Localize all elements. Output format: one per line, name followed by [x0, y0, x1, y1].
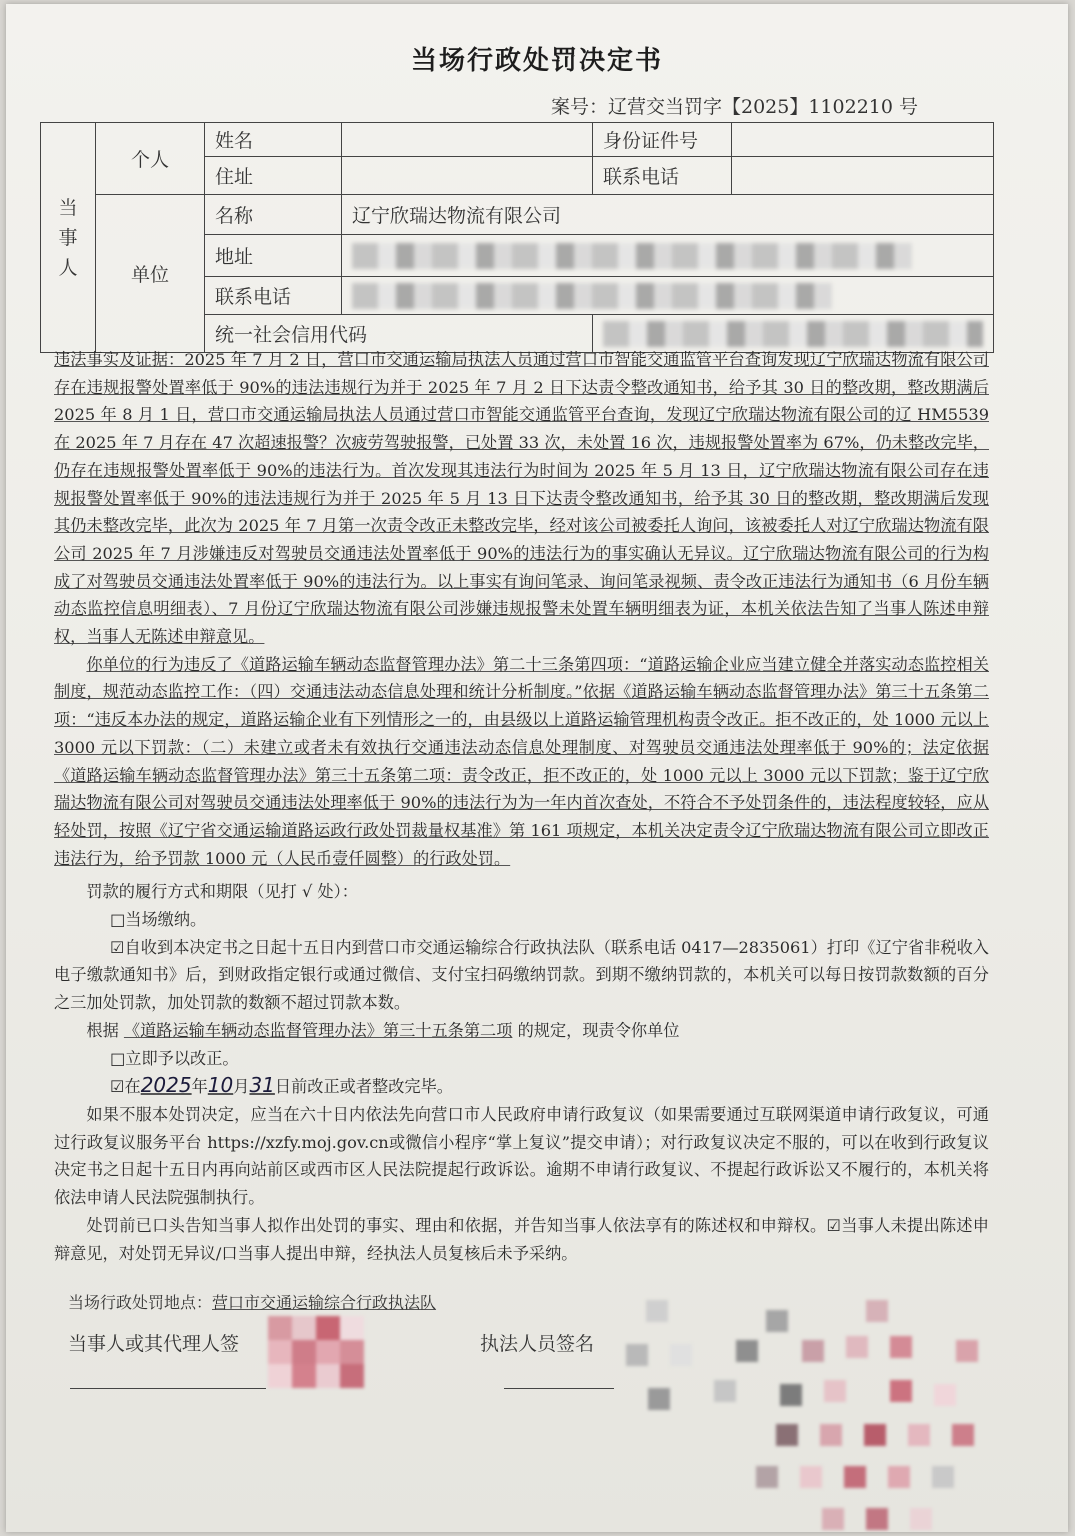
- notice-paragraph: 处罚前已口头告知当事人拟作出处罚的事实、理由和依据，并告知当事人依法享有的陈述权和申辩权。☑当事人未提出陈述申辩意见，对处罚无异议/口当事人提出申辩，经执法人员复核后未予采纳。: [54, 1215, 989, 1263]
- document-title: 当场行政处罚决定书: [410, 46, 663, 76]
- basis-law: 《道路运输车辆动态监督管理办法》第三十五条第二项: [123, 1020, 513, 1040]
- individual-phone-label: 联系电话: [593, 157, 732, 195]
- individual-name-value: [342, 123, 593, 157]
- party-signature-label: 当事人或其代理人签: [68, 1333, 240, 1355]
- order-year: 2025: [140, 1073, 192, 1098]
- basis-line: [54, 1017, 989, 1045]
- individual-address-value: [342, 157, 593, 195]
- redacted-party-stamp: [268, 1316, 368, 1406]
- redacted-officer-stamp: [626, 1300, 996, 1532]
- facts-paragraph: 违法事实及证据：2025 年 7 月 2 日，营口市交通运输局执法人员通过营口市智能交通监管平台查询发现辽宁欣瑞达物流有限公司存在违规报警处置率低于 90%的违法违规行为并于 2025 年 7 月 2 日下达责令整改通知书，给予其 30 日的整改期，整改期满后 2025 年 8 月 1 日，营口市交通运输局执法人员通过营口市智能交通监管平台查询，发现辽宁欣瑞达物流有限公司的辽 HM5539 在 2025 年 7 月存在 47 次超速报警？次疲劳驾驶报警，已处置 33 次，未处置 16 次，违规报警处置率为 67%，仍未整改完毕，仍存在违规报警处置率低于 90%的违法行为。首次发现其违法行为时间为 2025 年 5 月 13 日，辽宁欣瑞达物流有限公司存在违规报警处置率低于 90%的违法违规行为并于 2025 年 5 月 13 日下达责令整改通知书，给予其 30 日的整改期，整改期满后发现其仍未整改完毕，此次为 2025 年 7 月第一次责令改正未整改完毕，经对该公司被委托人询问，该被委托人对辽宁欣瑞达物流有限公司 2025 年 7 月涉嫌违反对驾驶员交通违法处置率低于 90%的违法行为的事实确认无异议。辽宁欣瑞达物流有限公司的行为构成了对驾驶员交通违法处置率低于 90%的违法行为。以上事实有询问笔录、询问笔录视频、责令改正违法行为通知书（6 月份车辆动态监控信息明细表）、7 月份辽宁欣瑞达物流有限公司涉嫌违规报警未处置车辆明细表为证，本机关依法告知了当事人陈述申辩权，当事人无陈述申辩意见。: [54, 350, 989, 647]
- company-name-value: 辽宁欣瑞达物流有限公司: [342, 195, 994, 235]
- payment-option-bank: ☑自收到本决定书之日起十五日内到营口市交通运输综合行政执法队（联系电话 0417—2835061）打印《辽宁省非税收入电子缴款通知书》后，到财政指定银行或通过微信、支付宝扫码缴纳罚款。到期不缴纳罚款的，本机关可以每日按罚款数额的百分之三加处罚款，加处罚款的数额不超过罚款本数。: [54, 937, 989, 1013]
- individual-address-label: 住址: [205, 157, 342, 195]
- individual-name-label: 姓名: [205, 123, 342, 157]
- company-name-label: 名称: [205, 195, 342, 235]
- company-label: 单位: [96, 195, 205, 353]
- officer-signature-label: 执法人员签名: [480, 1333, 595, 1355]
- penalty-place: [68, 1290, 436, 1313]
- law-paragraph: 你单位的行为违反了《道路运输车辆动态监督管理办法》第二十三条第四项：“道路运输企业应当建立健全并落实动态监控相关制度，规范动态监控工作：（四）交通违法动态信息处理和统计分析制度。”依据《道路运输车辆动态监督管理办法》第三十五条第二项：“违反本办法的规定，道路运输企业有下列情形之一的，由县级以上道路运输管理机构责令改正。拒不改正的，处 1000 元以上 3000 元以下罚款：（二）未建立或者未有效执行交通违法动态信息处理制度、对驾驶员交通违法处理率低于 90%的；法定依据《道路运输车辆动态监督管理办法》第三十五条第二项：责令改正，拒不改正的，处 1000 元以上 3000 元以下罚款；鉴于辽宁欣瑞达物流有限公司对驾驶员交通违法处理率低于 90%的违法行为为一年内首次查处，不符合不予处罚条件的，违法程度较轻，应从轻处罚，按照《辽宁省交通运输道路运政行政处罚裁量权基准》第 161 项规定，本机关决定责令辽宁欣瑞达物流有限公司立即改正违法行为，给予罚款 1000 元（人民币壹仟圆整）的行政处罚。: [54, 654, 989, 868]
- party-signature-line: [70, 1388, 266, 1389]
- company-address-value: [342, 235, 994, 277]
- individual-phone-value: [732, 157, 994, 195]
- order-option-immediate: □立即予以改正。: [110, 1048, 239, 1068]
- place-label: 当场行政处罚地点：: [68, 1293, 213, 1312]
- officer-signature-line: [504, 1388, 614, 1389]
- party-side-label: [41, 123, 96, 353]
- party-info-table: [40, 122, 994, 353]
- basis-prefix: 根据: [86, 1020, 119, 1040]
- decision-document: [6, 4, 1068, 1532]
- order-month-unit: 月: [233, 1077, 250, 1097]
- individual-id-value: [732, 123, 994, 157]
- credit-code-label: 统一社会信用代码: [205, 315, 593, 353]
- order-month: 10: [207, 1073, 234, 1098]
- order-suffix: 日前改正或者整改完毕。: [274, 1077, 453, 1097]
- order-year-unit: 年: [191, 1077, 208, 1097]
- order-option-deadline: [54, 1072, 989, 1101]
- decision-body: [54, 346, 989, 1267]
- individual-label: 个人: [96, 123, 205, 195]
- basis-suffix: 的规定，现责令你单位: [517, 1020, 680, 1040]
- place-value: 营口市交通运输综合行政执法队: [212, 1293, 437, 1312]
- company-phone-label: 联系电话: [205, 277, 342, 315]
- case-number: 案号：辽营交当罚字【2025】1102210 号: [550, 96, 918, 118]
- company-phone-value: [342, 277, 994, 315]
- party-side-text: 当 事 人: [58, 196, 78, 279]
- payment-option-onsite: □当场缴纳。: [110, 910, 207, 930]
- order-day: 31: [249, 1073, 275, 1098]
- order-prefix: ☑在: [110, 1077, 141, 1097]
- individual-id-label: 身份证件号: [593, 123, 732, 157]
- appeal-paragraph: 如果不服本处罚决定，应当在六十日内依法先向营口市人民政府申请行政复议（如果需要通过互联网渠道申请行政复议，可通过行政复议服务平台 https://xzfy.moj.gov.cn或微信小程序“掌上复议”提交申请）；对行政复议决定不服的，可以在收到行政复议决定书之日起十五日内再向站前区或西市区人民法院提起行政诉讼。逾期不申请行政复议、不提起行政诉讼又不履行的，本机关将依法申请人民法院强制执行。: [54, 1104, 989, 1208]
- payment-heading: 罚款的履行方式和期限（见打 √ 处）：: [86, 882, 358, 902]
- company-address-label: 地址: [205, 235, 342, 277]
